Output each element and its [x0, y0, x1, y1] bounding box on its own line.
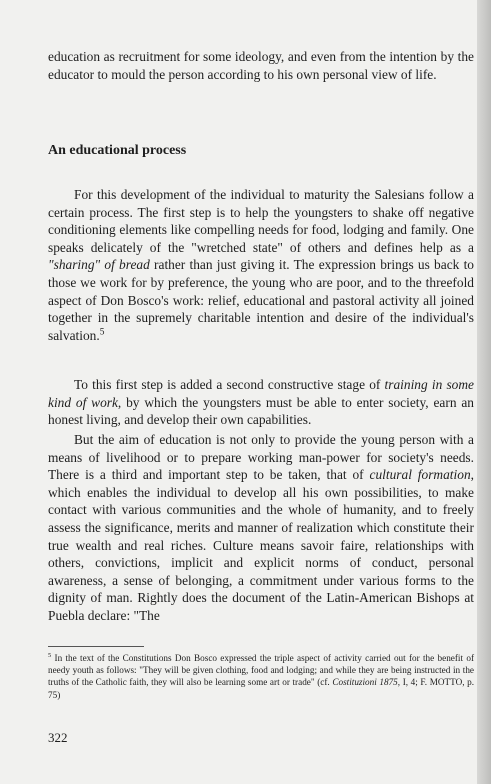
paragraph-second-step-text: To this first step is added a second constructive stage of: [74, 377, 385, 392]
paragraph-third-step: [48, 431, 474, 625]
section-heading: An educational process: [48, 143, 187, 158]
paragraph-first-step-text: For this development of the individual to maturity the Salesians follow a certain process. The first step is to help the youngsters to shake off negative conditioning elements like compelling needs for food, lodging and family. One speaks delicately of the "wretched state" of others and defines help as a: [48, 187, 474, 255]
training-emphasis: training in some kind of work: [48, 377, 474, 410]
footnote-divider: [48, 646, 144, 647]
page-number: 322: [48, 730, 68, 745]
footnote: [48, 652, 474, 701]
paragraph-second-step: [48, 376, 474, 429]
opening-paragraph: [48, 48, 474, 83]
sharing-of-bread-emphasis: "sharing" of bread: [48, 257, 150, 273]
footnote-text: In the text of the Constitutions Don Bosco expressed the triple aspect of activity carried out for the benefit of needy youth as follows: "They will be given clothing, food and lodging; and while they are being instructed in the truths of the Catholic faith, they will also be learning some art or trade" (cf.: [48, 653, 474, 688]
footnote-number: 5: [48, 651, 52, 659]
footnote-text-cont: I, 4; F. MOTTO, p. 75): [48, 677, 475, 700]
footnote-citation-title: Costituzioni 1875,: [332, 677, 401, 688]
footnote-reference: 5: [99, 327, 105, 338]
paragraph-second-step-text-cont: , by which the youngsters must be able to enter society, earn an honest living, and develop their own capabilities.: [48, 394, 474, 428]
paragraph-first-step-text-cont: rather than just giving it. The expression brings us back to those we work for by preference, the young who are poor, and to the threefold aspect of Don Bosco's work: relief, educational and pastoral activity all joined together in the supremely charitable intention and desire of the individual's salvation.: [48, 257, 474, 343]
facing-page-edge: [477, 0, 491, 784]
paragraph-first-step: [48, 186, 474, 344]
paragraph-third-step-text-cont: , which enables the individual to develop all his own possibilities, to make contact with various communities and the whole of humanity, and to freely assess the significance, merits and manner of realization which constitute their true wealth and real riches. Culture means savoir faire, relationships with others, convictions, implicit and explicit norms of conduct, personal awareness, a sense of belonging, a commitment under various forms to the dignity of man. Rightly does the document of the Latin-American Bishops at Puebla declare: "The: [48, 467, 474, 623]
opening-paragraph-text: education as recruitment for some ideology, and even from the intention by the educator to mould the person according to his own personal view of life.: [48, 49, 474, 82]
paragraph-third-step-text: But the aim of education is not only to provide the young person with a means of livelihood or to prepare working man-power for society's needs. There is a third and important step to be taken, that of: [48, 432, 474, 483]
cultural-formation-emphasis: cultural formation: [369, 467, 471, 483]
